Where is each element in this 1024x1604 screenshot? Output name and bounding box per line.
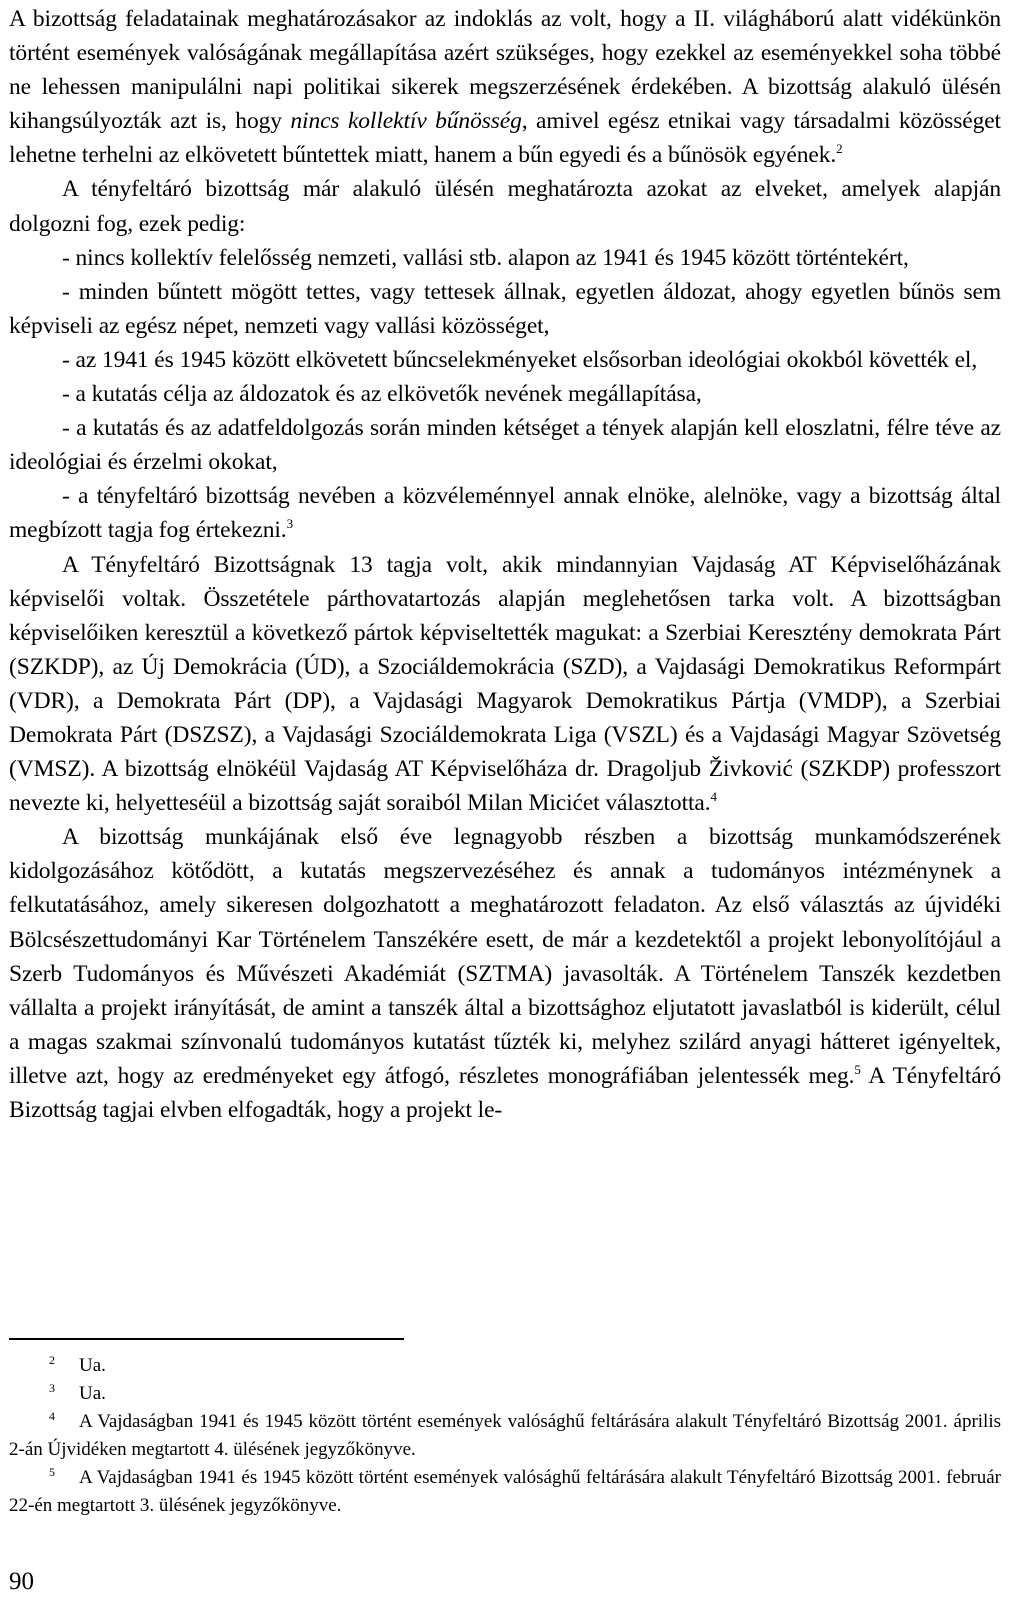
- footnote-ref: 2: [836, 141, 843, 157]
- paragraph: [9, 820, 1001, 1127]
- text-run: A bizottság munkájának első éve legnagyobb részben a bizottság munkamódszerének kidolgozásához kötődött, a kutatás megszervezéséhez és annak a tudományos intézménynek a felkutatásához, amely sikeresen dolgozhatott a meghatározott feladaton. Az első választás az újvidéki Bölcsészettudományi Kar Történelem Tanszékére esett, de már a kezdetektől a projekt lebonyolítójául a Szerb Tudományos és Művészeti Akadémiát (SZTMA) javasolták. A Történelem Tanszék kezdetben vállalta a projekt irányítását, de amint a tanszék által a bizottsághoz eljutatott javaslatból is kiderült, célul a magas szakmai színvonalú tudományos kutatást tűzték ki, melyhez szilárd anyagi hátteret igényeltek, illetve azt, hogy az eredményeket egy átfogó, részletes monográfiában jelentessék meg.: [9, 824, 1001, 1089]
- footnote: 5 A Vajdaságban 1941 és 1945 között történt események valósághű feltárására alakult Tényfeltáró Bizottság 2001. február 22-én megtartott 3. ülésének jegyzőkönyve.: [9, 1464, 1001, 1516]
- text-run: - az 1941 és 1945 között elkövetett bűncselekményeket elsősorban ideológiai okokból követték el,: [62, 346, 978, 373]
- text-run: - nincs kollektív felelősség nemzeti, vallási stb. alapon az 1941 és 1945 között történtekért,: [62, 244, 909, 271]
- footnote: 3 Ua.: [49, 1380, 106, 1404]
- emphasis-text: nincs kollektív bűnösség: [290, 108, 522, 135]
- paragraph: [9, 172, 1001, 240]
- text-run: , amivel egész etnikai vagy társadalmi közösséget lehetne terhelni az elkövetett bűntettek miatt, hanem a bűn egyedi és a bűnösök egyének.: [9, 108, 1001, 169]
- paragraph: [9, 377, 1001, 411]
- footnote-ref: 4: [710, 789, 717, 805]
- footnote-text: Ua.: [79, 1355, 106, 1376]
- paragraph: [9, 275, 1001, 343]
- body-text: [9, 2, 1001, 1127]
- paragraph: [9, 2, 1001, 172]
- footnotes: [9, 1352, 1001, 1520]
- text-run: - a tényfeltáró bizottság nevében a közvéleménnyel annak elnöke, alelnöke, vagy a bizottság által megbízott tagja fog értekezni.: [9, 483, 1001, 544]
- paragraph: [9, 343, 1001, 377]
- paragraph: [9, 411, 1001, 479]
- footnote-text: A Vajdaságban 1941 és 1945 között történt események valósághű feltárására alakult Tényfeltáró Bizottság 2001. április 2-án Újvidéken megtartott 4. ülésének jegyzőkönyve.: [9, 1411, 1001, 1460]
- footnote-text: A Vajdaságban 1941 és 1945 között történt események valósághű feltárására alakult Tényfeltáró Bizottság 2001. február 22-én megtartott 3. ülésének jegyzőkönyve.: [9, 1467, 1001, 1516]
- text-run: - a kutatás és az adatfeldolgozás során minden kétséget a tények alapján kell eloszlatni, félre téve az ideológiai és érzelmi okokat,: [9, 415, 1001, 476]
- text-run: - minden bűntett mögött tettes, vagy tettesek állnak, egyetlen áldozat, ahogy egyetlen bűnös sem képviseli az egész népet, nemzeti vagy vallási közösséget,: [9, 278, 1001, 339]
- footnote: 2 Ua.: [49, 1352, 106, 1376]
- page-number: 90: [9, 1568, 34, 1595]
- paragraph: [9, 479, 1001, 547]
- text-run: A tényfeltáró bizottság már alakuló ülésén meghatározta azokat az elveket, amelyek alapján dolgozni fog, ezek pedig:: [9, 176, 1001, 237]
- text-run: A Tényfeltáró Bizottság tagjai elvben elfogadták, hogy a projekt le-: [9, 1062, 1001, 1123]
- text-run: A Tényfeltáró Bizottságnak 13 tagja volt, akik mindannyian Vajdaság AT Képviselőházának képviselői voltak. Összetétele párthovatartozás alapján meglehetősen tarka volt. A bizottságban képviselőiken keresztül a következő pártok képviseltették magukat: a Szerbiai Keresztény demokrata Párt (SZKDP), az Új Demokrácia (ÚD), a Szociáldemokrácia (SZD), a Vajdasági Demokratikus Reformpárt (VDR), a Demokrata Párt (DP), a Vajdasági Magyarok Demokratikus Pártja (VMDP), a Szerbiai Demokrata Párt (DSZSZ), a Vajdasági Szociáldemokrata Liga (VSZL) és a Vajdasági Magyar Szövetség (VMSZ). A bizottság elnökéül Vajdaság AT Képviselőháza dr. Dragoljub Živković (SZKDP) professzort nevezte ki, helyetteséül a bizottság saját soraiból Milan Micićet választotta.: [9, 551, 1001, 817]
- footnote-separator: [9, 1338, 404, 1340]
- footnote-text: Ua.: [79, 1383, 106, 1404]
- footnote-ref: 5: [854, 1062, 861, 1078]
- paragraph: [9, 548, 1001, 821]
- text-run: - a kutatás célja az áldozatok és az elkövetők nevének megállapítása,: [62, 381, 702, 408]
- paragraph: [9, 241, 1001, 275]
- footnote: 4 A Vajdaságban 1941 és 1945 között történt események valósághű feltárására alakult Tényfeltáró Bizottság 2001. április 2-án Újvidéken megtartott 4. ülésének jegyzőkönyve.: [9, 1408, 1001, 1460]
- footnote-ref: 3: [286, 516, 293, 532]
- text-run: A bizottság feladatainak meghatározásakor az indoklás az volt, hogy a II. világháború alatt vidékünkön történt események valóságának megállapítása azért szükséges, hogy ezekkel az eseményekkel soha többé ne lehessen manipulálni napi politikai sikerek megszerzésének érdekében. A bizottság alakuló ülésén kihangsúlyozták azt is, hogy: [9, 6, 1001, 135]
